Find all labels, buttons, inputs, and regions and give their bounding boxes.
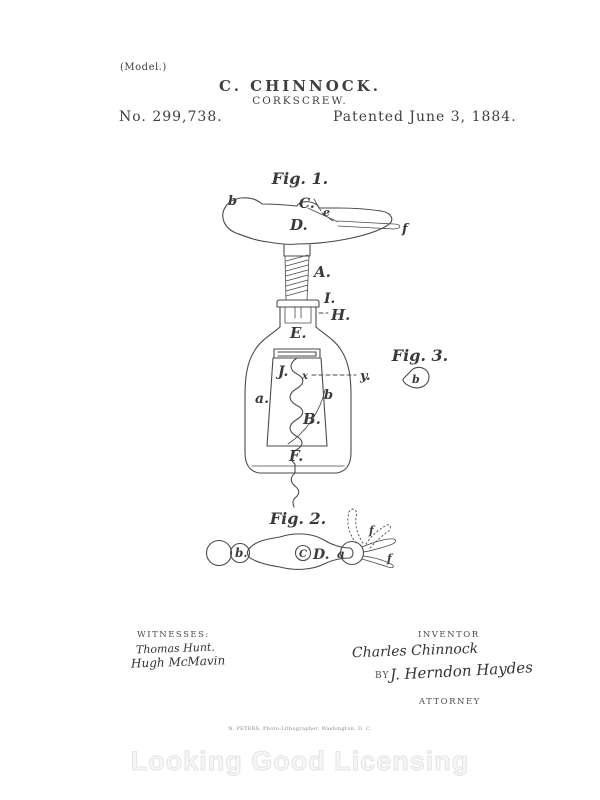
fig1-label-D: D.	[290, 216, 308, 234]
fig3-label-b: b	[412, 373, 420, 386]
fig1-title: Fig. 1.	[271, 169, 329, 188]
witness-signature-2: Hugh McMavin	[130, 653, 226, 671]
model-note: (Model.)	[120, 62, 167, 73]
fig2-left-knob	[207, 541, 232, 566]
fig1-label-x: x	[302, 371, 308, 382]
fig2-label-f-lever: f	[387, 552, 392, 565]
fig1-shaft-threads	[285, 255, 309, 300]
fig1-label-B: B.	[303, 410, 321, 428]
fig3-drawing	[391, 346, 448, 388]
fig1-label-J: J.	[278, 364, 289, 380]
attorney-heading: ATTORNEY	[419, 697, 481, 707]
fig1-label-C: C.	[299, 196, 315, 212]
fig2-label-a: a	[337, 547, 345, 561]
fig2-label-b: b.	[235, 546, 248, 560]
attorney-signature: J. Herndon Haydes	[389, 658, 534, 684]
fig1-label-E: E.	[290, 324, 307, 342]
fig1-cork	[285, 307, 311, 323]
inventor-heading: INVENTOR	[418, 630, 480, 640]
fig2-label-D: D.	[313, 547, 330, 563]
fig1-label-H: H.	[331, 306, 351, 324]
witness-signature-1: Thomas Hunt.	[135, 640, 216, 657]
licensing-watermark: Looking Good Licensing	[130, 746, 470, 776]
witnesses-heading: WITNESSES:	[137, 630, 210, 640]
fig1-drawing	[223, 169, 410, 507]
fig2-label-C: C	[299, 549, 307, 560]
printer-imprint-line: N. PETERS, Photo-Lithographer, Washington, D. C.	[228, 726, 372, 732]
inventor-name-heading: C. CHINNOCK.	[219, 77, 381, 95]
fig1-label-I: I.	[324, 291, 336, 307]
fig1-label-F: F.	[289, 447, 304, 465]
inventor-signature: Charles Chinnock	[351, 640, 479, 662]
fig1-flange	[277, 300, 319, 307]
fig1-label-b-cage: b	[324, 388, 334, 403]
fig1-label-a: a.	[255, 391, 269, 407]
patent-date: Patented June 3, 1884.	[333, 109, 517, 125]
invention-title: CORKSCREW.	[252, 95, 348, 107]
patent-number: No. 299,738.	[119, 109, 223, 125]
fig1-label-b-handle: b	[228, 194, 238, 209]
fig1-shaft-collar	[284, 245, 310, 256]
fig1-worm-helix	[290, 358, 303, 507]
fig1-label-y: y.	[360, 369, 371, 384]
fig2-drawing	[207, 509, 396, 569]
fig1-cage-frame	[267, 349, 327, 446]
fig1-label-A: A.	[314, 263, 331, 281]
fig3-title: Fig. 3.	[391, 346, 449, 365]
fig1-label-f: f	[402, 222, 408, 237]
fig2-label-f-raised: f	[369, 524, 374, 537]
by-label: BY	[375, 671, 390, 681]
fig1-label-e: e	[323, 206, 330, 219]
fig2-title: Fig. 2.	[269, 509, 327, 528]
